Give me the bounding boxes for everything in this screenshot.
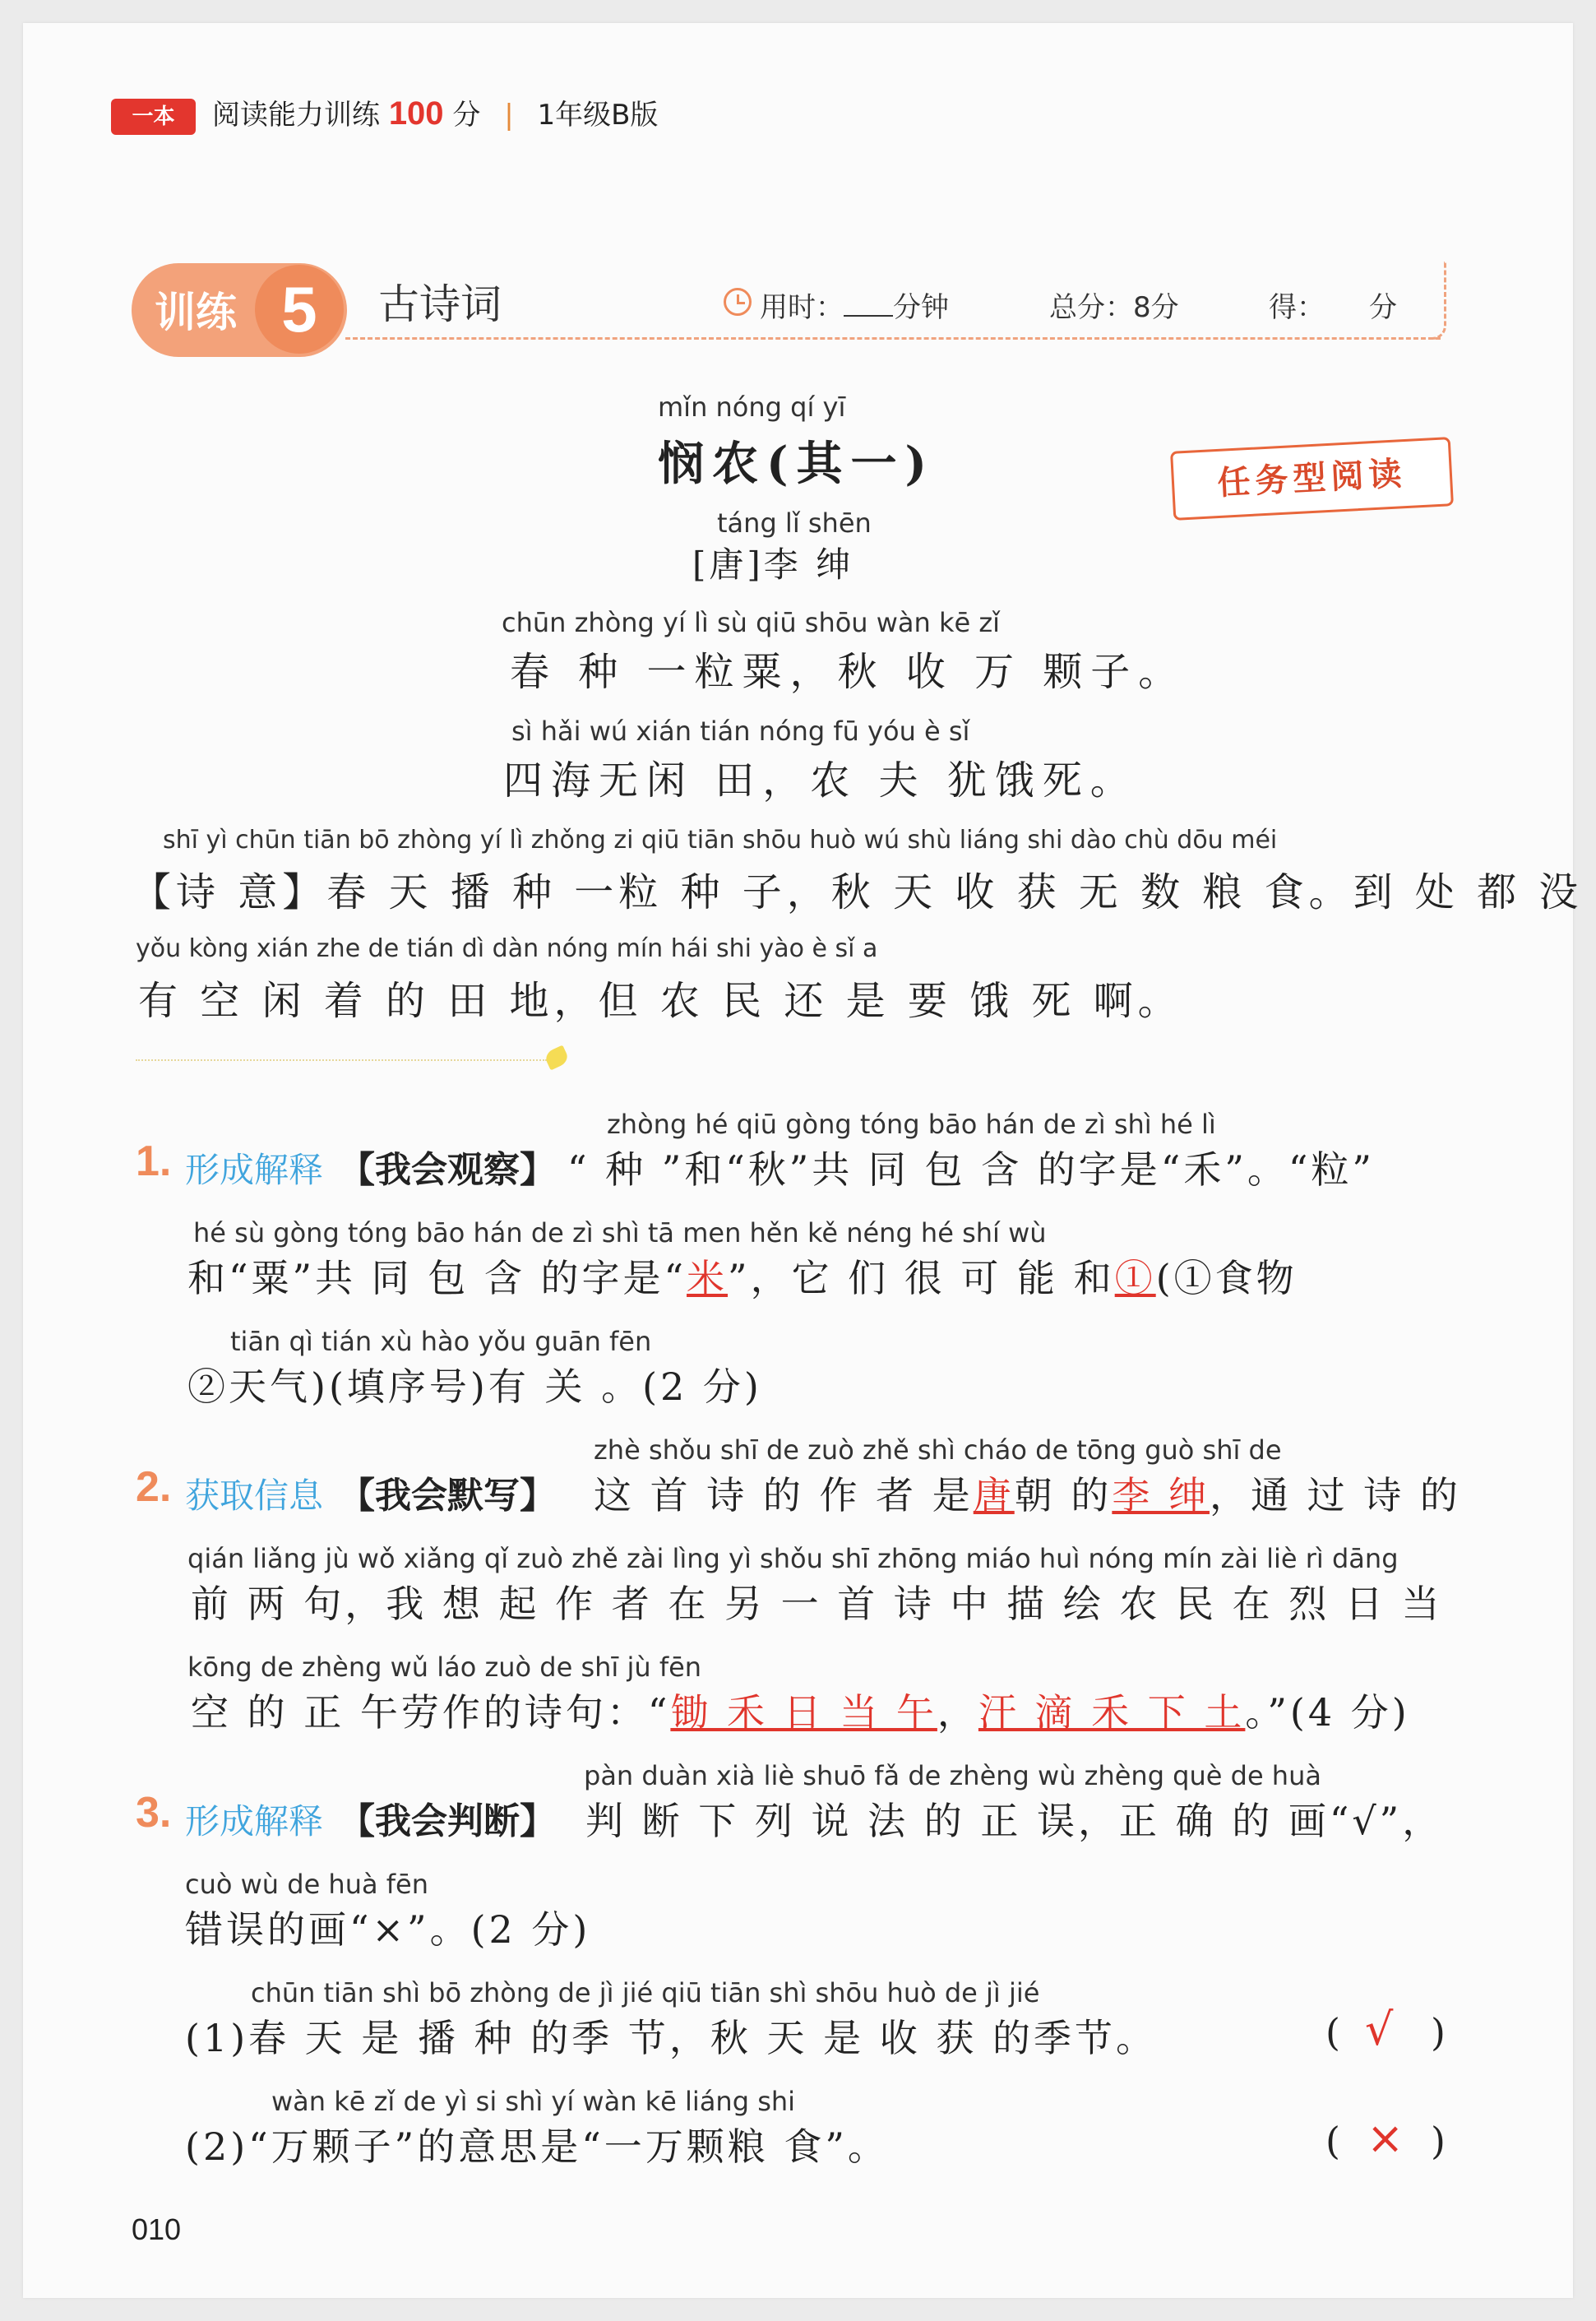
score-unit: 分 [452,99,481,132]
q2-line-3-comma: ， [937,1690,978,1735]
q2-answer-author[interactable]: 李 绅 [1112,1473,1210,1517]
score-number: 100 [388,95,444,132]
brand-logo: 一本 [111,99,196,135]
q1-line-2 [187,1249,1298,1303]
book-header [212,92,658,132]
q2-line-2: 前 两 句，我 想 起 作 者 在 另 一 首 诗 中 描 绘 农 民 在 烈 日 当 [191,1582,1443,1626]
q1-line-3: ②天气)(填序号)有 关 。(2 分) [187,1364,762,1409]
page-number: 010 [132,2212,182,2246]
time-unit: 分钟 [893,291,949,324]
meaning-pinyin-1: shī yì chūn tiān bō zhòng yí lì zhǒng zi qiū tiān shōu huò wú shù liáng shi dào chù dōu méi [163,826,1278,855]
q2-line-1-text-b: 朝 的 [1014,1473,1113,1517]
poem-title: 悯农(其一) [658,437,935,491]
q2-pinyin-1: zhè shǒu shī de zuò zhě shì cháo de tōng guò shī de [594,1434,1282,1466]
time-blank[interactable] [844,294,893,317]
q1-answer-choice[interactable]: ① [1114,1256,1156,1300]
q1-number: 1. [136,1137,172,1185]
q1-tag: 形成解释 [185,1150,324,1190]
q1-line-1: “ 种 ”和“秋”共 同 包 含 的字是“禾”。“粒” [567,1147,1375,1192]
clock-icon [724,288,752,316]
banner-divider [345,337,1441,340]
time-field [760,285,949,325]
q1-pinyin-1: zhòng hé qiū gòng tóng bāo hán de zì shì hé lì [607,1109,1216,1140]
q3-item1-paren-open: ( [1325,2010,1340,2055]
q3-item2-pinyin: wàn kē zǐ de yì si shì yí wàn kē liáng shi [271,2086,796,2117]
q2-tag: 获取信息 [185,1476,324,1516]
q2-pinyin-3: kōng de zhèng wǔ láo zuò de shī jù fēn [187,1652,702,1683]
q2-line-1-text-a: 这 首 诗 的 作 者 是 [594,1473,974,1517]
q2-line-3-text-a: 空 的 正 午劳作的诗句：“ [191,1690,671,1735]
author-pinyin: táng lǐ shēn [717,507,872,539]
q1-line-2-text-c: (①食物 [1155,1256,1298,1300]
poem-line2: 四海无闲 田，农 夫 犹饿死。 [503,757,1138,804]
q1-head: 【我会观察】 [339,1149,556,1191]
q2-answer-verse-1[interactable]: 锄 禾 日 当 午 [670,1690,937,1735]
q3-item2-answer[interactable]: × [1367,2112,1404,2164]
q3-pinyin-1: pàn duàn xià liè shuō fǎ de zhèng wù zhèng què de huà [584,1760,1321,1791]
q2-answer-dynasty[interactable]: 唐 [973,1473,1015,1517]
poem-title-pinyin: mǐn nóng qí yī [658,391,846,423]
got-label: 得： [1269,291,1325,324]
poem-line2-pinyin: sì hǎi wú xián tián nóng fū yóu è sǐ [511,716,970,747]
q3-pinyin-2: cuò wù de huà fēn [185,1869,428,1900]
header-separator: | [504,99,514,132]
q1-pinyin-2: hé sù gòng tóng bāo hán de zì shì tā men hěn kě néng hé shí wù [193,1217,1047,1249]
q3-head: 【我会判断】 [339,1800,556,1842]
q2-pinyin-2: qián liǎng jù wǒ xiǎng qǐ zuò zhě zài lìng yì shǒu shī zhōng miáo huì nóng mín zài liè rì dāng [187,1543,1399,1574]
time-label: 用时： [760,291,844,324]
q3-number: 3. [136,1789,172,1837]
q3-item1-answer[interactable]: √ [1365,2004,1394,2055]
q2-line-1 [594,1466,1461,1520]
author: [唐]李 绅 [692,544,854,585]
total-score: 总分：8分 [1049,291,1179,324]
q3-item1-paren-close: ) [1431,2010,1446,2055]
q2-line-1-text-c: ，通 过 诗 的 [1209,1473,1461,1517]
edition-label: 1年级B版 [537,99,659,132]
training-number: 5 [255,265,344,354]
q2-line-3-text-b: 。”(4 分) [1245,1690,1410,1735]
training-label: 训练 [155,289,237,336]
q1-line-2-text-b: ”，它 们 很 可 能 和 [728,1256,1115,1300]
got-unit: 分 [1369,291,1397,324]
q2-line-3 [191,1683,1410,1737]
meaning-line-2: 有 空 闲 着 的 田 地，但 农 民 还 是 要 饿 死 啊。 [138,978,1182,1024]
q3-item1-pinyin: chūn tiān shì bō zhòng de jì jié qiū tiān shì shōu huò de jì jié [251,1977,1040,2008]
book-title: 阅读能力训练 [212,99,380,132]
banner-corner [1432,262,1446,340]
q3-tag: 形成解释 [185,1801,324,1842]
poem-line1-pinyin: chūn zhòng yí lì sù qiū shōu wàn kē zǐ [502,607,1001,638]
q3-item2-paren-close: ) [1431,2119,1446,2163]
task-reading-stamp: 任务型阅读 [1170,437,1454,521]
topic-title: 古诗词 [378,280,502,328]
q3-line-1: 判 断 下 列 说 法 的 正 误，正 确 的 画“√”， [585,1799,1444,1843]
q3-item2-paren-open: ( [1325,2119,1340,2163]
poem-line1: 春 种 一粒粟，秋 收 万 颗子。 [510,649,1187,695]
q1-answer-char[interactable]: 米 [687,1256,729,1300]
meaning-pinyin-2: yǒu kòng xián zhe de tián dì dàn nóng mín hái shi yào è sǐ a [136,934,878,963]
q3-item2-text: (2)“万颗子”的意思是“一万颗粮 食”。 [185,2124,889,2169]
q1-pinyin-3: tiān qì tián xù hào yǒu guān fēn [230,1326,652,1357]
section-divider [136,1059,547,1061]
q3-line-2: 错误的画“×”。(2 分) [185,1907,591,1952]
q2-number: 2. [136,1463,172,1511]
q2-head: 【我会默写】 [339,1475,556,1517]
meaning-line-1: 【诗 意】春 天 播 种 一粒 种 子，秋 天 收 获 无 数 粮 食。到 处 都 没 [132,869,1584,915]
q3-item1-text: (1)春 天 是 播 种 的季 节，秋 天 是 收 获 的季节。 [185,2016,1158,2060]
q2-answer-verse-2[interactable]: 汗 滴 禾 下 土 [978,1690,1246,1735]
q1-line-2-text-a: 和“粟”共 同 包 含 的字是“ [187,1256,687,1300]
